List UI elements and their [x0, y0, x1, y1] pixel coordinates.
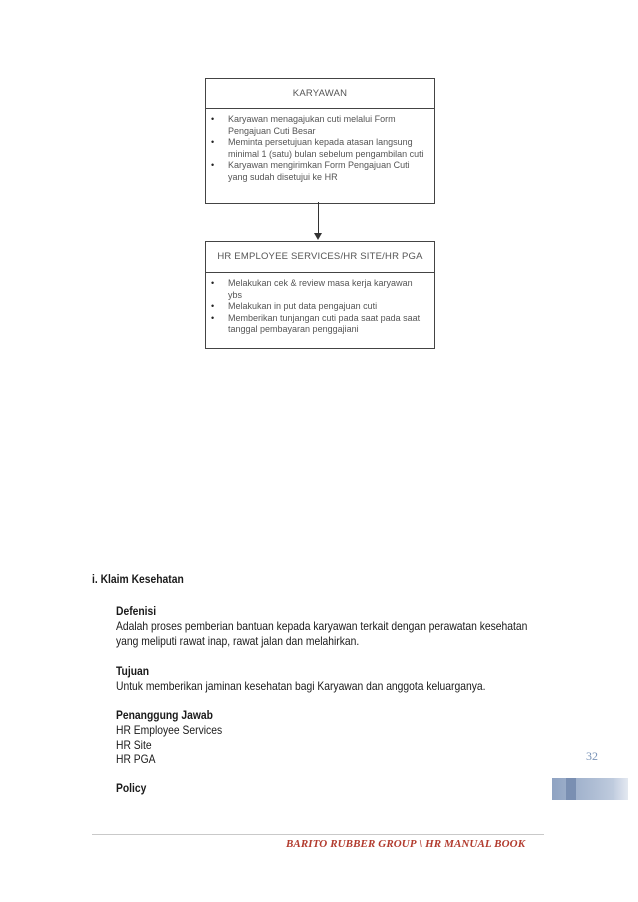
- bullet-item: • Melakukan in put data pengajuan cuti: [206, 301, 428, 313]
- box-title: KARYAWAN: [206, 79, 434, 109]
- flowchart-box-hr: [205, 241, 435, 349]
- penanggung-jawab-item: HR PGA: [116, 752, 156, 766]
- bullet-item: • Karyawan mengirimkan Form Pengajuan Cuti yang sudah disetujui ke HR: [206, 160, 428, 183]
- flowchart-box-karyawan: [205, 78, 435, 204]
- bullet-item: • Memberikan tunjangan cuti pada saat pada saat tanggal pembayaran penggajiani: [206, 313, 428, 336]
- box-bullet-list: [206, 273, 434, 341]
- section-title: i. Klaim Kesehatan: [92, 572, 184, 586]
- definisi-heading: Defenisi: [116, 604, 157, 618]
- page-corner-decoration: [552, 778, 628, 800]
- box-title: HR EMPLOYEE SERVICES/HR SITE/HR PGA: [206, 242, 434, 273]
- bullet-item: • Meminta persetujuan kepada atasan langsung minimal 1 (satu) bulan sebelum pengambilan cuti: [206, 137, 428, 160]
- page-number: 32: [586, 749, 598, 763]
- penanggung-jawab-heading: Penanggung Jawab: [116, 708, 213, 722]
- footer-text: BARITO RUBBER GROUP \ HR MANUAL BOOK: [286, 838, 526, 850]
- arrow-down-icon: [314, 233, 322, 240]
- bullet-item: • Melakukan cek & review masa kerja karyawan ybs: [206, 278, 428, 301]
- flow-arrow-line: [318, 202, 319, 233]
- tujuan-text: Untuk memberikan jaminan kesehatan bagi Karyawan dan anggota keluarganya.: [116, 679, 486, 693]
- box-bullet-list: [206, 109, 434, 188]
- bullet-item: • Karyawan menagajukan cuti melalui Form Pengajuan Cuti Besar: [206, 114, 428, 137]
- footer-divider: [92, 834, 544, 835]
- tujuan-heading: Tujuan: [116, 664, 150, 678]
- definisi-text: Adalah proses pemberian bantuan kepada karyawan terkait dengan perawatan kesehatan: [116, 619, 528, 633]
- penanggung-jawab-item: HR Site: [116, 738, 152, 752]
- penanggung-jawab-item: HR Employee Services: [116, 723, 223, 737]
- definisi-text: yang meliputi rawat inap, rawat jalan dan melahirkan.: [116, 634, 360, 648]
- policy-heading: Policy: [116, 781, 147, 795]
